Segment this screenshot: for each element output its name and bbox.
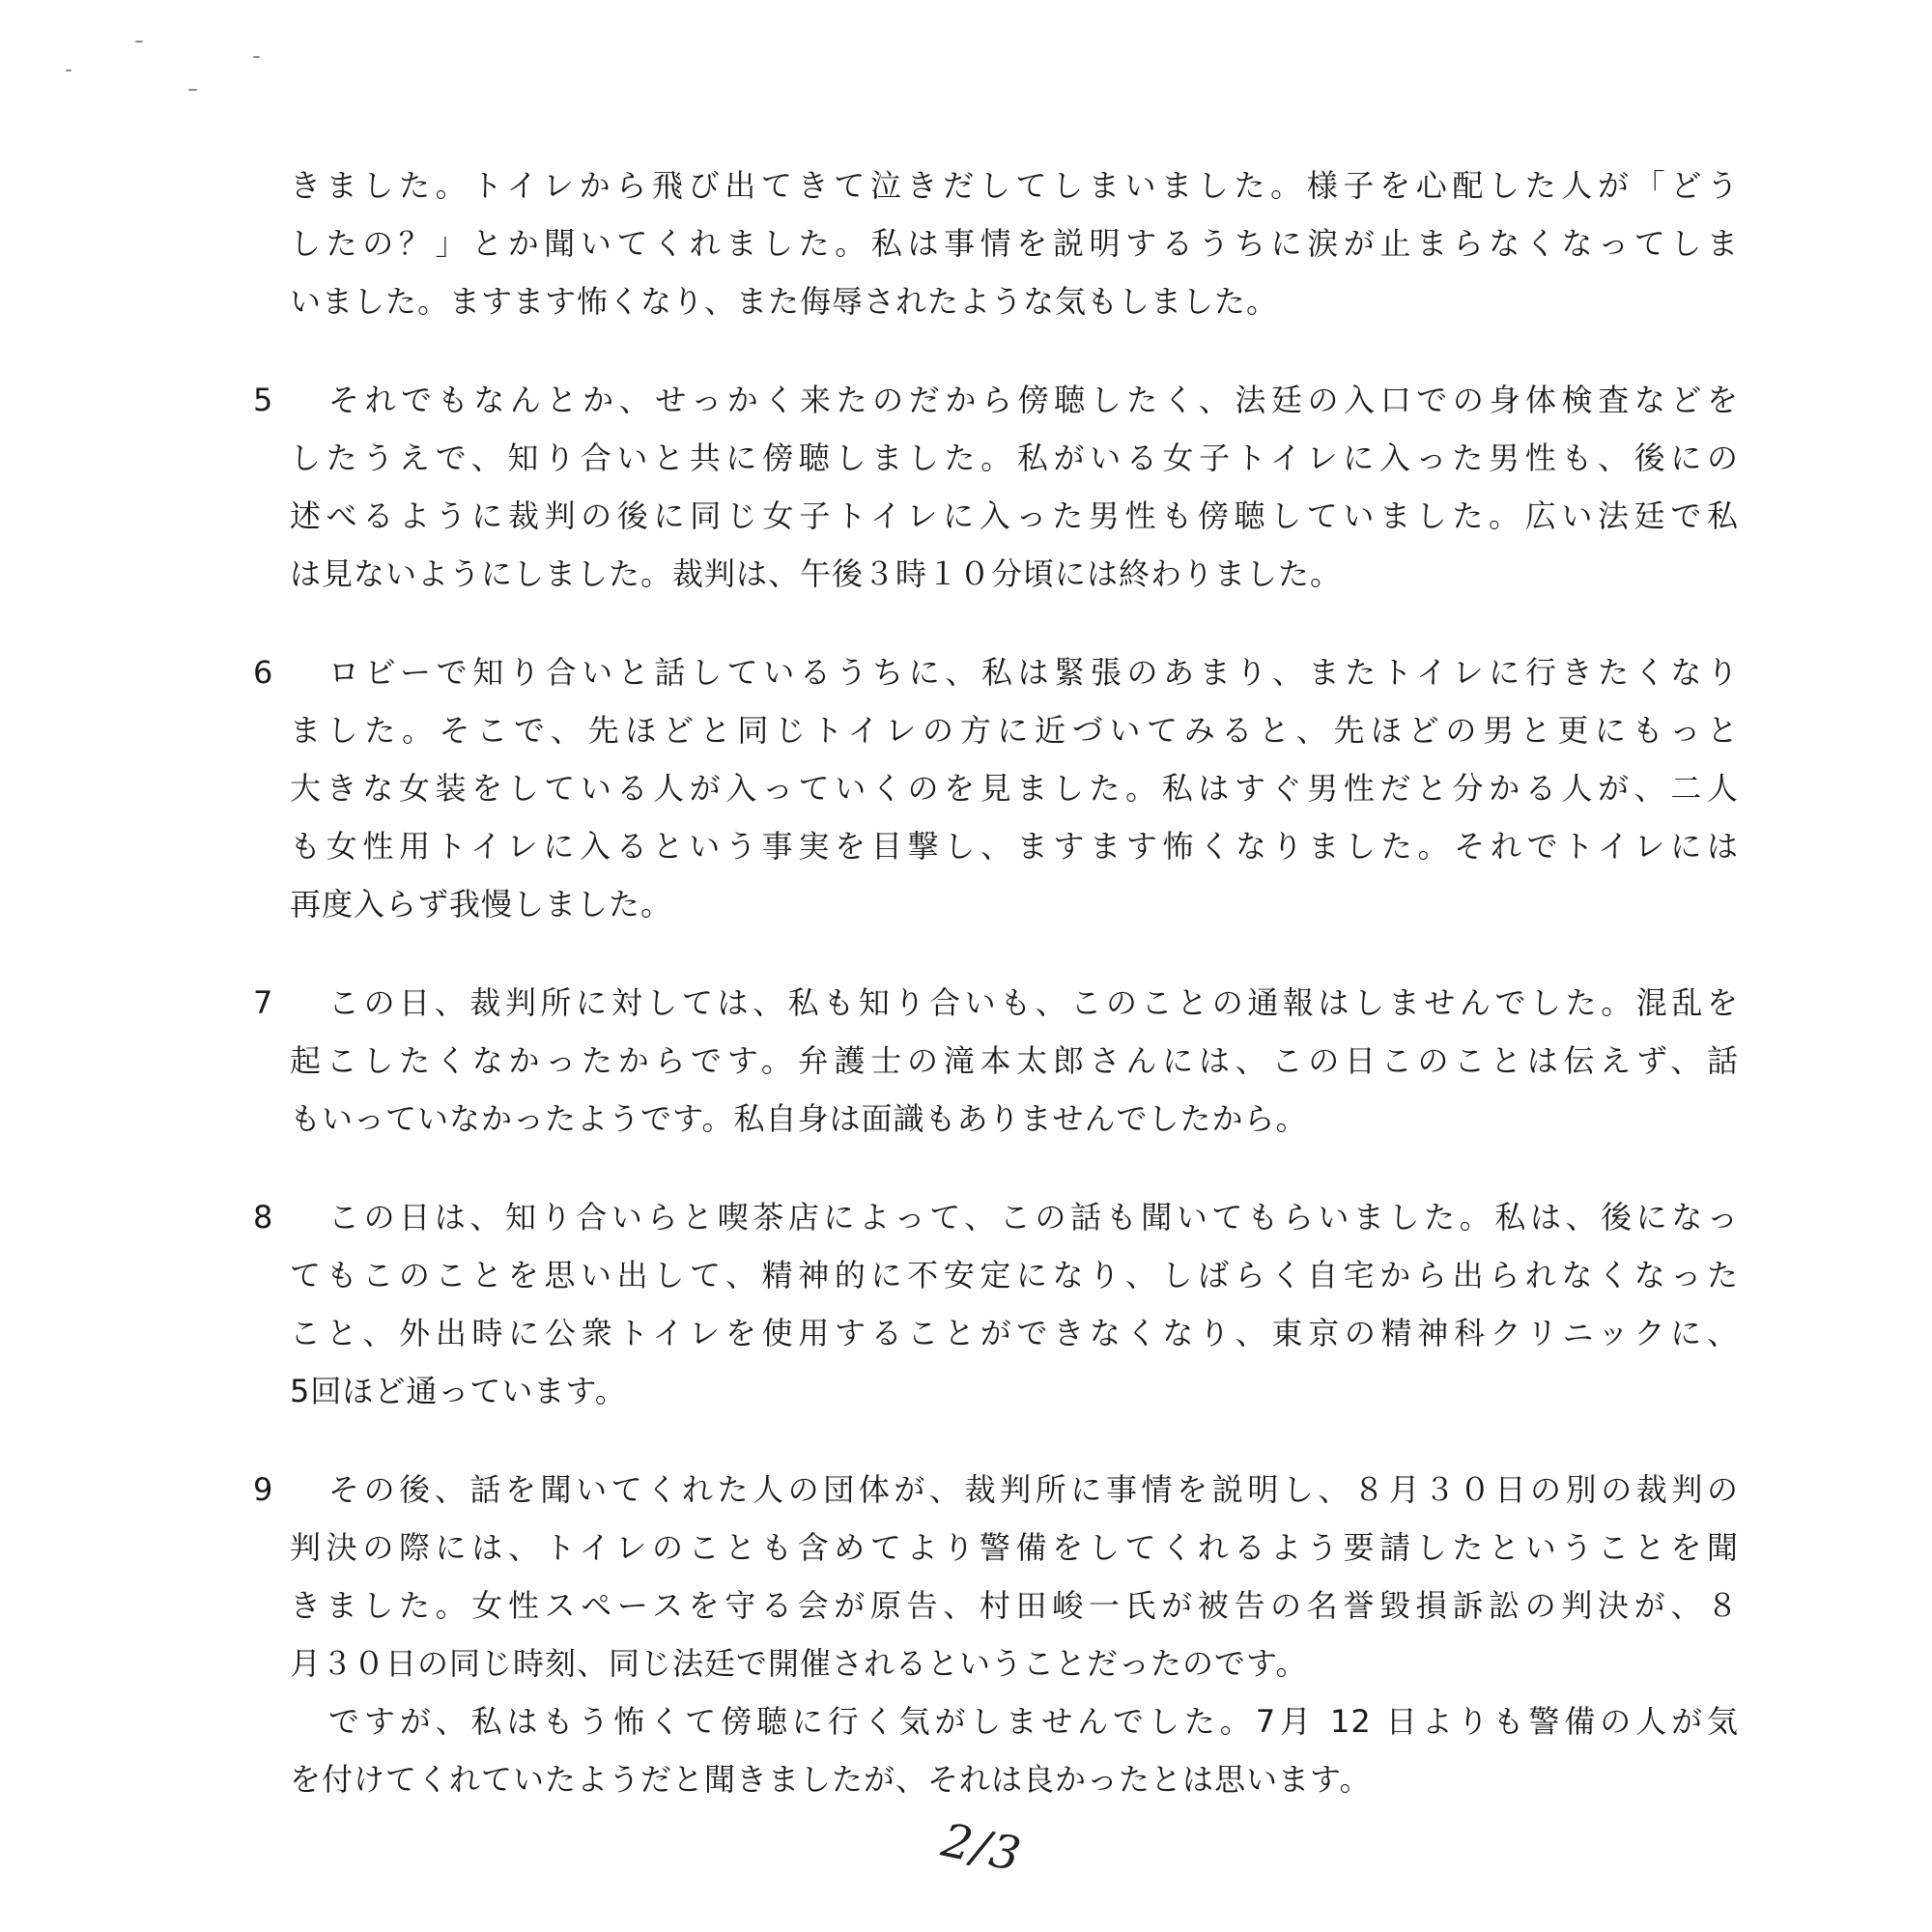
text-line: きました。女性スペースを守る会が原告、村田峻一氏が被告の名誉毀損訴訟の判決が、８ — [290, 1587, 1739, 1624]
text-line: したうえで、知り合いと共に傍聴しました。私がいる女子トイレに入った男性も、後にの — [290, 440, 1739, 476]
paragraph-4-continuation — [0, 156, 1932, 330]
text-line: それでもなんとか、せっかく来たのだから傍聴したく、法廷の入口での身体検査などを — [328, 382, 1739, 418]
text-line: いました。ますます怖くなり、また侮辱されたような気もしました。 — [290, 283, 1279, 320]
text-line: 月３０日の同じ時刻、同じ法廷で開催されるということだったのです。 — [290, 1645, 1308, 1682]
text-line: 再度入らず我慢しました。 — [290, 886, 673, 923]
text-line: ですが、私はもう怖くて傍聴に行く気がしませんでした。7月 12 日よりも警備の人が気 — [328, 1703, 1739, 1740]
text-line: したの？」とか聞いてくれました。私は事情を説明するうちに涙が止まらなくなってしま — [290, 225, 1739, 262]
text-line: 起こしたくなかったからです。弁護士の滝本太郎さんには、この日このことは伝えず、話 — [290, 1042, 1739, 1079]
paragraph-number: 6 — [253, 654, 273, 691]
text-line: も女性用トイレに入るという事実を目撃し、ますます怖くなりました。それでトイレには — [290, 828, 1739, 865]
text-line: ロビーで知り合いと話しているうちに、私は緊張のあまり、またトイレに行きたくなり — [328, 654, 1739, 691]
page-number: 2/3 — [937, 1812, 1028, 1884]
document-body — [0, 156, 1932, 1808]
text-line: ました。そこで、先ほどと同じトイレの方に近づいてみると、先ほどの男と更にもっと — [290, 712, 1739, 749]
text-line: を付けてくれていたようだと聞きましたが、それは良かったとは思います。 — [290, 1761, 1372, 1798]
text-line: てもこのことを思い出して、精神的に不安定になり、しばらく自宅から出られなくなった — [290, 1257, 1739, 1293]
paragraph-7 — [0, 974, 1932, 1148]
paragraph-number: 5 — [253, 382, 273, 418]
scan-speck — [188, 89, 197, 91]
paragraph-5 — [0, 371, 1932, 603]
text-line: 判決の際には、トイレのことも含めてより警備をしてくれるよう要請したということを聞 — [290, 1529, 1739, 1566]
text-line: は見ないようにしました。裁判は、午後３時１０分頃には終わりました。 — [290, 555, 1343, 592]
paragraph-8 — [0, 1188, 1932, 1420]
text-line: 述べるように裁判の後に同じ女子トイレに入った男性も傍聴していました。広い法廷で私 — [290, 497, 1739, 534]
paragraph-number: 7 — [253, 984, 273, 1021]
scan-speck — [66, 70, 71, 71]
paragraph-number: 8 — [253, 1199, 273, 1236]
scan-speck — [135, 41, 143, 43]
text-line: きました。トイレから飛び出てきて泣きだしてしまいました。様子を心配した人が「どう — [290, 167, 1739, 204]
text-line: その後、話を聞いてくれた人の団体が、裁判所に事情を説明し、８月３０日の別の裁判の — [328, 1471, 1739, 1508]
text-line: この日は、知り合いらと喫茶店によって、この話も聞いてもらいました。私は、後になっ — [328, 1199, 1739, 1236]
text-line: 大きな女装をしている人が入っていくのを見ました。私はすぐ男性だと分かる人が、二人 — [290, 770, 1739, 807]
paragraph-number: 9 — [253, 1471, 273, 1508]
scan-speck — [253, 56, 260, 58]
paragraph-9 — [0, 1461, 1932, 1808]
text-line: こと、外出時に公衆トイレを使用することができなくなり、東京の精神科クリニックに、 — [290, 1315, 1739, 1351]
paragraph-6 — [0, 643, 1932, 933]
text-line: この日、裁判所に対しては、私も知り合いも、このことの通報はしませんでした。混乱を — [328, 984, 1739, 1021]
text-line: もいっていなかったようです。私自身は面識もありませんでしたから。 — [290, 1100, 1308, 1137]
text-line: 5回ほど通っています。 — [290, 1373, 627, 1409]
